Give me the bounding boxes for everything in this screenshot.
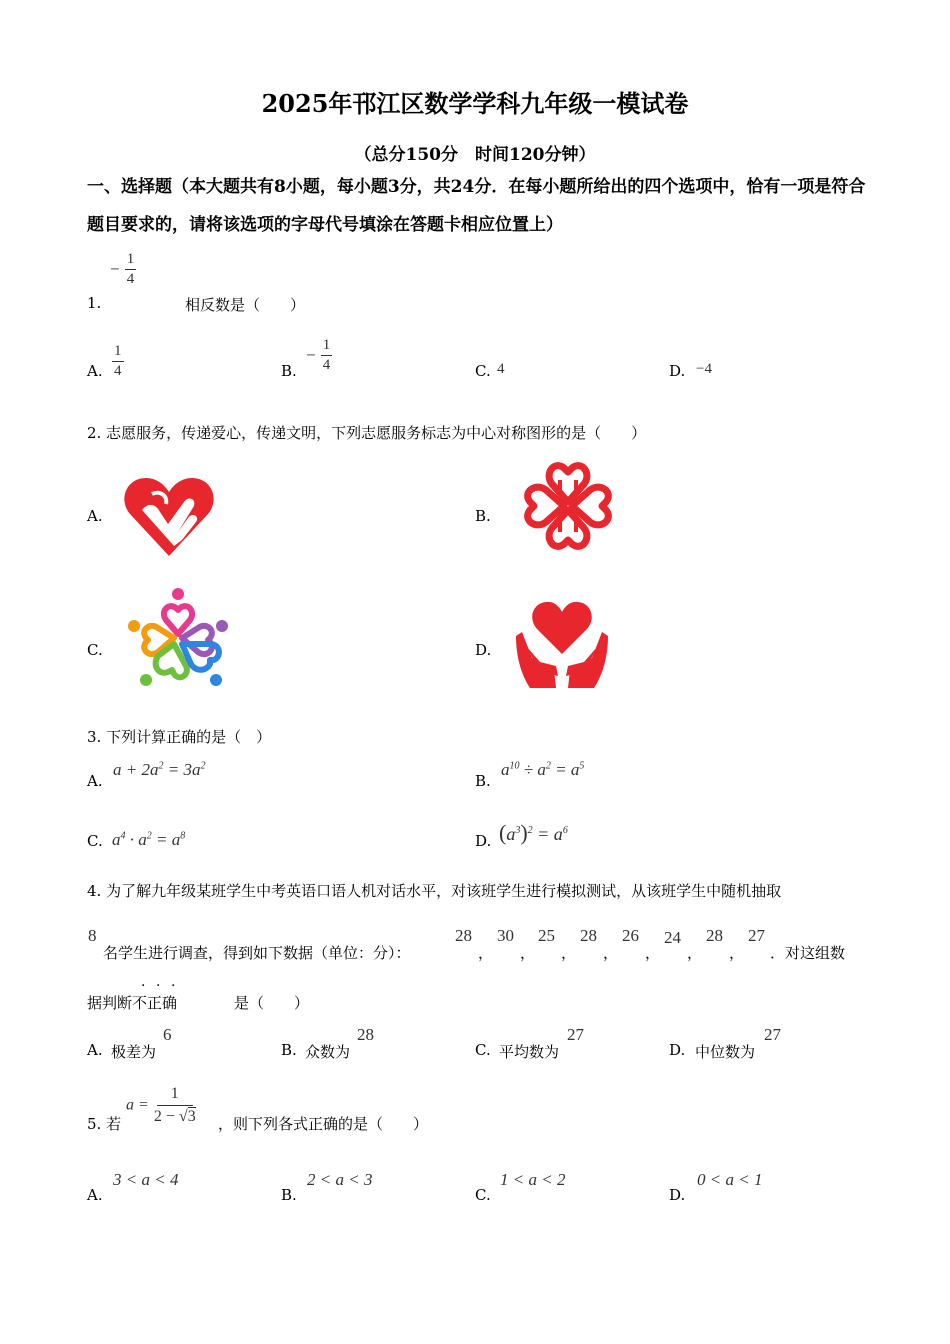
- q4-sep-6: ，: [687, 944, 703, 962]
- q4-data-5: 26: [622, 926, 639, 945]
- q4-option-d-value: 27: [764, 1025, 781, 1044]
- q1-option-c-letter: C.: [475, 362, 491, 380]
- q1-number: 1.: [87, 294, 102, 312]
- q3-option-b-letter: B.: [475, 772, 491, 790]
- q3-option-c-expr: $a^4 \cdot a^2 = a^8$: [112, 830, 186, 849]
- q1-option-c-value: 4: [497, 361, 505, 377]
- q2-text: 2. 志愿服务，传递爱心，传递文明，下列志愿服务标志为中心对称图形的是（ ）: [87, 424, 647, 442]
- q4-option-b-letter: B.: [281, 1041, 297, 1059]
- section-one-heading: 一、选择题（本大题共有8小题，每小题3分，共24分．在每小题所给出的四个选项中，恰有一项是符合题目要求的，请将该选项的字母代号填涂在答题卡相应位置上）: [87, 177, 866, 235]
- q4-option-a-label: 极差为: [111, 1043, 157, 1061]
- q4-data-3: 25: [538, 926, 555, 945]
- q4-data-6: 24: [664, 928, 681, 947]
- q4-sep-4: ，: [603, 944, 619, 962]
- emphasis-dot: ·: [156, 978, 161, 994]
- q4-option-c-value: 27: [567, 1025, 584, 1044]
- q1-option-a-letter: A.: [87, 362, 103, 380]
- q1-option-b-letter: B.: [281, 362, 297, 380]
- q5-text: ，则下列各式正确的是（ ）: [218, 1115, 429, 1133]
- q4-sep-1: ，: [478, 944, 494, 962]
- q4-option-c-label: 平均数为: [499, 1043, 560, 1061]
- q4-option-a-value: 6: [163, 1025, 172, 1044]
- q3-option-c-letter: C.: [87, 832, 103, 850]
- q5-option-d-letter: D.: [669, 1186, 686, 1204]
- hands-heart-logo-icon: [512, 596, 612, 690]
- q3-option-d-expr: $(a^3)^2 = a^6$: [499, 820, 568, 845]
- q4-sep-5: ，: [645, 944, 661, 962]
- q4-option-a-letter: A.: [87, 1041, 103, 1059]
- q5-condition-expr: a = $\frac{1}{2 - √3}$: [126, 1085, 196, 1125]
- q4-data-2: 30: [497, 926, 514, 945]
- q3-option-a-letter: A.: [87, 772, 103, 790]
- q4-data-8: 27: [748, 926, 765, 945]
- q5-option-b-letter: B.: [281, 1186, 297, 1204]
- q4-line2-end: ．对这组数: [770, 944, 846, 962]
- page-title: 2025年邗江区数学学科九年级一模试卷: [261, 89, 689, 118]
- q4-option-d-letter: D.: [669, 1041, 686, 1059]
- q5-option-d-expr: 0 < a < 1: [697, 1170, 763, 1189]
- q5-option-c-letter: C.: [475, 1186, 491, 1204]
- q1-option-d-value: −4: [696, 361, 712, 377]
- q4-sep-7: ，: [729, 944, 745, 962]
- q4-data-7: 28: [706, 926, 723, 945]
- q1-text: 相反数是（ ）: [185, 296, 306, 314]
- emphasis-dot: ·: [171, 978, 176, 994]
- page-subtitle: （总分150分 时间120分钟）: [354, 145, 596, 165]
- q5-option-a-expr: 3 < a < 4: [113, 1170, 179, 1189]
- q5-option-a-letter: A.: [87, 1186, 103, 1204]
- q3-option-b-expr: $a^{10} \div a^2 = a^5$: [501, 760, 585, 779]
- q4-line3: 据判断不正确: [87, 994, 178, 1012]
- q3-option-a-expr: $a + 2a^2 = 3a^2$: [113, 760, 206, 779]
- q1-option-d-letter: D.: [669, 362, 686, 380]
- q4-line1: 4. 为了解九年级某班学生中考英语口语人机对话水平，对该班学生进行模拟测试，从该班学生中随机抽取: [87, 882, 782, 900]
- q5-option-b-expr: 2 < a < 3: [307, 1170, 373, 1189]
- q2-option-b-letter: B.: [475, 507, 491, 525]
- q4-option-b-value: 28: [357, 1025, 374, 1044]
- q1-fraction: − $\frac{1}{4}$: [110, 251, 135, 287]
- colorful-hearts-logo-icon: [124, 586, 232, 690]
- q4-option-d-label: 中位数为: [695, 1043, 756, 1061]
- q1-option-a-fraction: $\frac{1}{4}$: [114, 343, 122, 379]
- q4-sep-2: ，: [520, 944, 536, 962]
- q5-option-c-expr: 1 < a < 2: [500, 1170, 566, 1189]
- q2-option-d-letter: D.: [475, 641, 492, 659]
- q1-option-b-fraction: − $\frac{1}{4}$: [306, 337, 331, 373]
- q5-lead: 5. 若: [87, 1115, 122, 1133]
- q4-line3-end: 是（ ）: [234, 994, 310, 1012]
- q4-sample-count: 8: [88, 926, 97, 945]
- q2-option-a-letter: A.: [87, 507, 103, 525]
- q4-line2: 名学生进行调查，得到如下数据（单位：分）：: [103, 944, 411, 962]
- four-hearts-logo-icon: [514, 452, 622, 560]
- q2-option-c-letter: C.: [87, 641, 103, 659]
- q4-option-c-letter: C.: [475, 1041, 491, 1059]
- q4-data-4: 28: [580, 926, 597, 945]
- q3-option-d-letter: D.: [475, 832, 492, 850]
- emphasis-dot: ·: [141, 978, 146, 994]
- q4-option-b-label: 众数为: [305, 1043, 351, 1061]
- heart-hand-logo-icon: [122, 472, 216, 560]
- q3-text: 3. 下列计算正确的是（ ）: [87, 728, 272, 746]
- q4-sep-3: ，: [561, 944, 577, 962]
- q4-data-1: 28: [455, 926, 472, 945]
